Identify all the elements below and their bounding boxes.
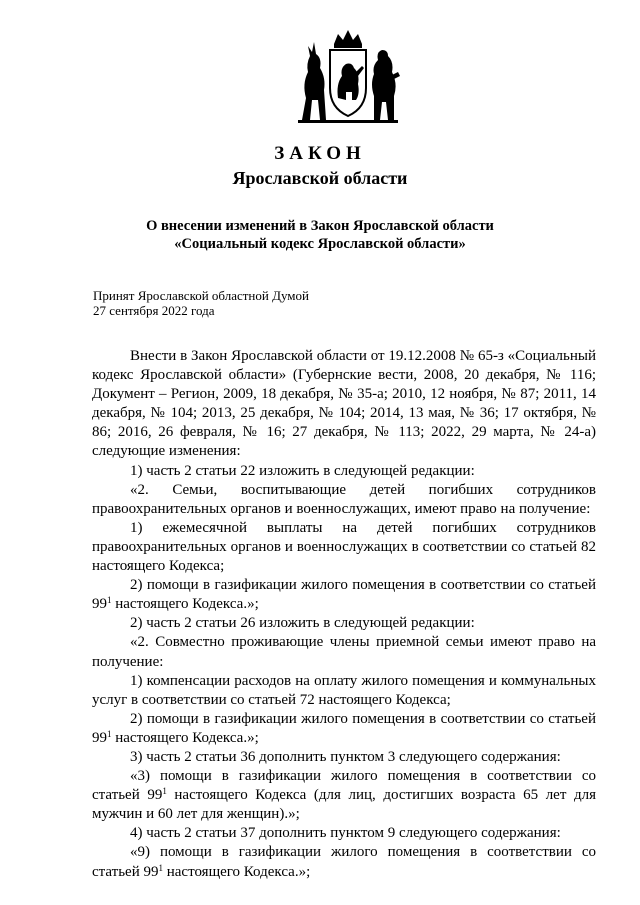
text-fragment: настоящего Кодекса (для лиц, достигших возраста 65 лет для мужчин и 60 лет для женщин).»;: [92, 787, 596, 823]
subject-line-1: О внесении изменений в Закон Ярославской области: [146, 218, 494, 234]
text-fragment: настоящего Кодекса.»;: [163, 863, 311, 880]
superscript: 1: [158, 862, 163, 873]
text-fragment: 2) помощи в газификации жилого помещения в соответствии со статьей 99: [92, 710, 596, 746]
subject-line-2: «Социальный кодекс Ярославской области»: [174, 236, 466, 252]
paragraph: Внести в Закон Ярославской области от 19.12.2008 № 65-з «Социальный кодекс Ярославской области» (Губернские вести, 2008, 20 декабря, № 116; Документ – Регион, 2009, 18 декабря, № 35-а; 2010, 12 ноября, № 87; 2011, 14 декабря, № 104; 2013, 25 декабря, № 104; 2014, 13 мая, № 36; 17 октября, № 86; 2016, 26 февраля, № 16; 27 декабря, № 113; 2022, 29 марта, № 24-а) следующие изменения:: [92, 348, 596, 460]
law-body: [92, 347, 596, 882]
paragraph: 1) компенсации расходов на оплату жилого помещения и коммунальных услуг в соответствии со статьей 72 настоящего Кодекса;: [92, 672, 596, 708]
superscript: 1: [162, 786, 167, 797]
superscript: 1: [107, 595, 112, 606]
region-title: Ярославской области: [232, 168, 408, 188]
paragraph: «2. Совместно проживающие члены приемной семьи имеют право на получение:: [92, 634, 596, 670]
adoption-line-2: 27 сентября 2022 года: [93, 303, 215, 318]
text-fragment: «9) помощи в газификации жилого помещения в соответствии со статьей 99: [92, 844, 596, 880]
paragraph: 1) ежемесячной выплаты на детей погибших сотрудников правоохранительных органов и военнослужащих в соответствии со статьей 82 настоящего Кодекса;: [92, 519, 596, 575]
law-subject: [0, 217, 640, 253]
paragraph: 3) часть 2 статьи 36 дополнить пунктом 3 следующего содержания:: [130, 748, 561, 765]
text-fragment: «3) помощи в газификации жилого помещения в соответствии со статьей 99: [92, 768, 596, 804]
text-fragment: 2) помощи в газификации жилого помещения в соответствии со статьей 99: [92, 577, 596, 613]
paragraph: [92, 576, 596, 614]
paragraph: [92, 767, 596, 824]
paragraph: 1) часть 2 статьи 22 изложить в следующей редакции:: [130, 462, 475, 479]
text-fragment: настоящего Кодекса.»;: [111, 596, 259, 613]
superscript: 1: [107, 728, 112, 739]
paragraph: [92, 843, 596, 881]
coat-of-arms-emblem: [288, 28, 408, 124]
law-title: ЗАКОН: [274, 143, 366, 164]
paragraph: «2. Семьи, воспитывающие детей погибших сотрудников правоохранительных органов и военнослужащих, имеют право на получение:: [92, 481, 596, 517]
paragraph: 2) часть 2 статьи 26 изложить в следующей редакции:: [130, 615, 475, 632]
adoption-line-1: Принят Ярославской областной Думой: [93, 288, 309, 303]
paragraph: [92, 710, 596, 748]
paragraph: 4) часть 2 статьи 37 дополнить пунктом 9 следующего содержания:: [130, 825, 561, 842]
adoption-note: [93, 288, 309, 318]
text-fragment: настоящего Кодекса.»;: [111, 729, 259, 746]
